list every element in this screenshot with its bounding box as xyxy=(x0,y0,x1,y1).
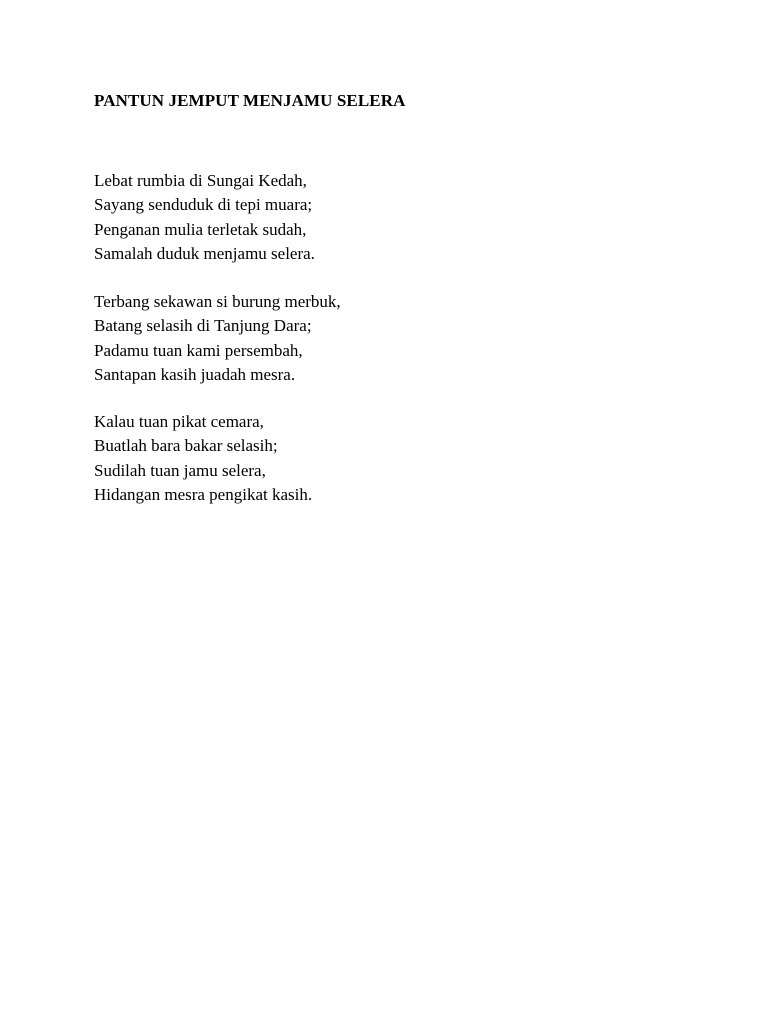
stanza-line: Penganan mulia terletak sudah, xyxy=(94,219,307,239)
stanza-line: Hidangan mesra pengikat kasih. xyxy=(94,485,313,505)
stanza-line: Sudilah tuan jamu selera, xyxy=(94,460,266,480)
stanza-1 xyxy=(94,169,694,267)
stanza-line: Padamu tuan kami persembah, xyxy=(94,340,303,360)
stanza-line: Samalah duduk menjamu selera. xyxy=(94,244,315,264)
stanza-2 xyxy=(94,290,694,388)
stanza-line: Santapan kasih juadah mesra. xyxy=(94,365,296,385)
stanza-line: Batang selasih di Tanjung Dara; xyxy=(94,316,312,336)
stanza-3 xyxy=(94,410,694,508)
page-title: PANTUN JEMPUT MENJAMU SELERA xyxy=(94,91,406,110)
stanza-line: Buatlah bara bakar selasih; xyxy=(94,436,278,456)
stanza-line: Kalau tuan pikat cemara, xyxy=(94,412,264,431)
stanza-line: Sayang senduduk di tepi muara; xyxy=(94,195,313,215)
stanza-line: Lebat rumbia di Sungai Kedah, xyxy=(94,171,307,190)
stanza-line: Terbang sekawan si burung merbuk, xyxy=(94,292,341,311)
